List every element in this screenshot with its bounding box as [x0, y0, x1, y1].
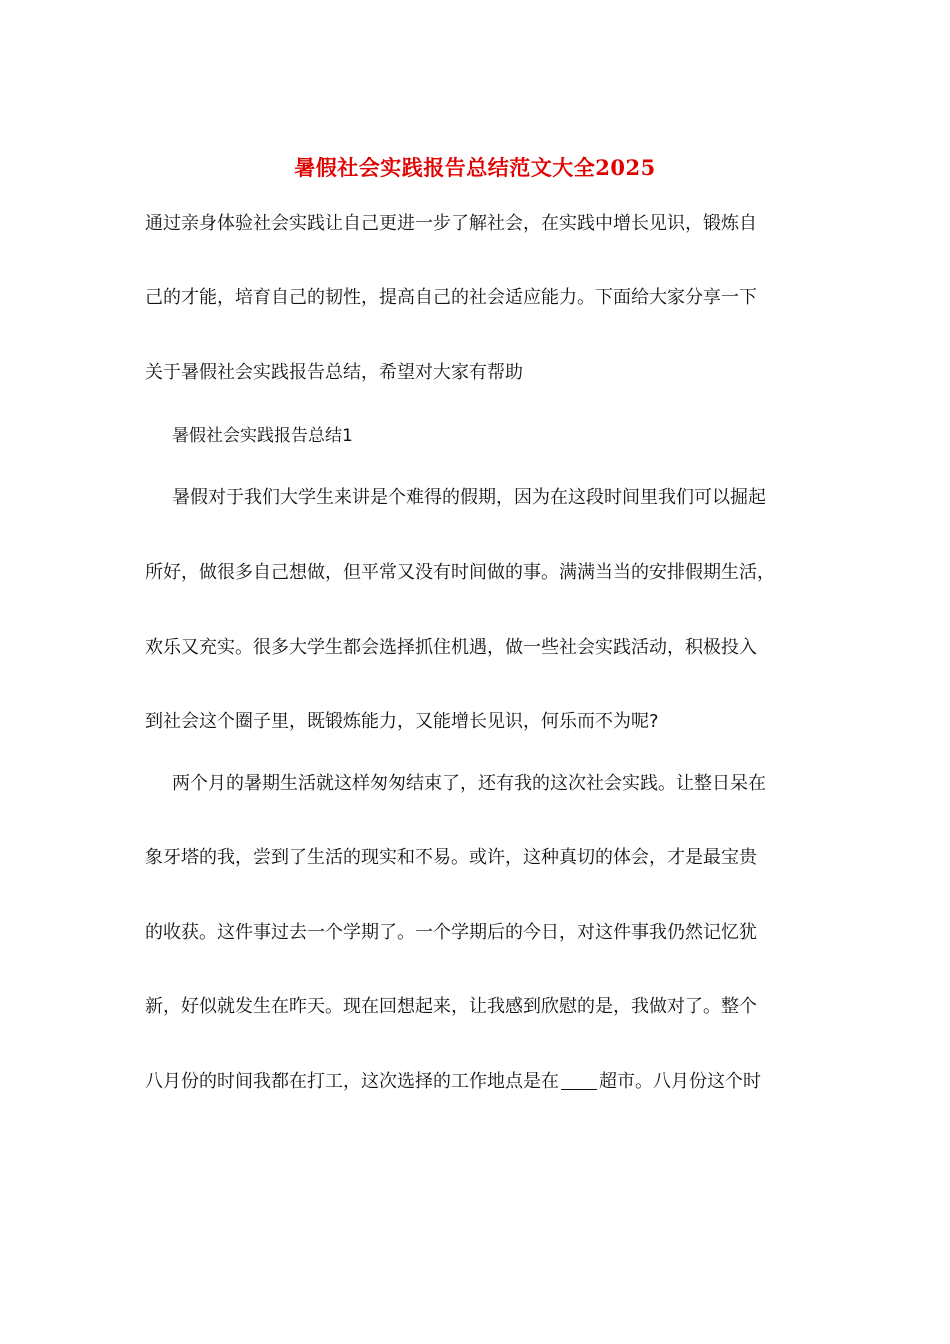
paragraph1-line-3: 欢乐又充实。很多大学生都会选择抓住机遇，做一些社会实践活动，积极投入 — [145, 637, 757, 658]
line-text-before-blank: 八月份的时间我都在打工，这次选择的工作地点是在 — [145, 1071, 559, 1092]
line-text-after-blank: 超市。八月份这个时 — [599, 1071, 761, 1092]
paragraph1-line-1: 暑假对于我们大学生来讲是个难得的假期，因为在这段时间里我们可以掘起 — [172, 487, 766, 508]
fill-in-blank — [561, 1071, 597, 1090]
paragraph2-line-4: 新，好似就发生在昨天。现在回想起来，让我感到欣慰的是，我做对了。整个 — [145, 996, 757, 1017]
intro-line-3: 关于暑假社会实践报告总结，希望对大家有帮助 — [145, 362, 523, 383]
intro-line-1: 通过亲身体验社会实践让自己更进一步了解社会，在实践中增长见识，锻炼自 — [145, 213, 757, 234]
intro-line-2: 己的才能，培育自己的韧性，提高自己的社会适应能力。下面给大家分享一下 — [145, 287, 757, 308]
paragraph2-line-2: 象牙塔的我，尝到了生活的现实和不易。或许，这种真切的体会，才是最宝贵 — [145, 847, 757, 868]
document-title: 暑假社会实践报告总结范文大全2025 — [294, 155, 656, 180]
paragraph1-line-4: 到社会这个圈子里，既锻炼能力，又能增长见识，何乐而不为呢? — [145, 711, 659, 732]
section-heading: 暑假社会实践报告总结1 — [172, 426, 353, 446]
paragraph2-line-1: 两个月的暑期生活就这样匆匆结束了，还有我的这次社会实践。让整日呆在 — [172, 773, 766, 794]
paragraph2-line-5 — [145, 1069, 761, 1095]
paragraph1-line-2: 所好，做很多自己想做，但平常又没有时间做的事。满满当当的安排假期生活， — [145, 562, 775, 583]
paragraph2-line-3: 的收获。这件事过去一个学期了。一个学期后的今日，对这件事我仍然记忆犹 — [145, 922, 757, 943]
